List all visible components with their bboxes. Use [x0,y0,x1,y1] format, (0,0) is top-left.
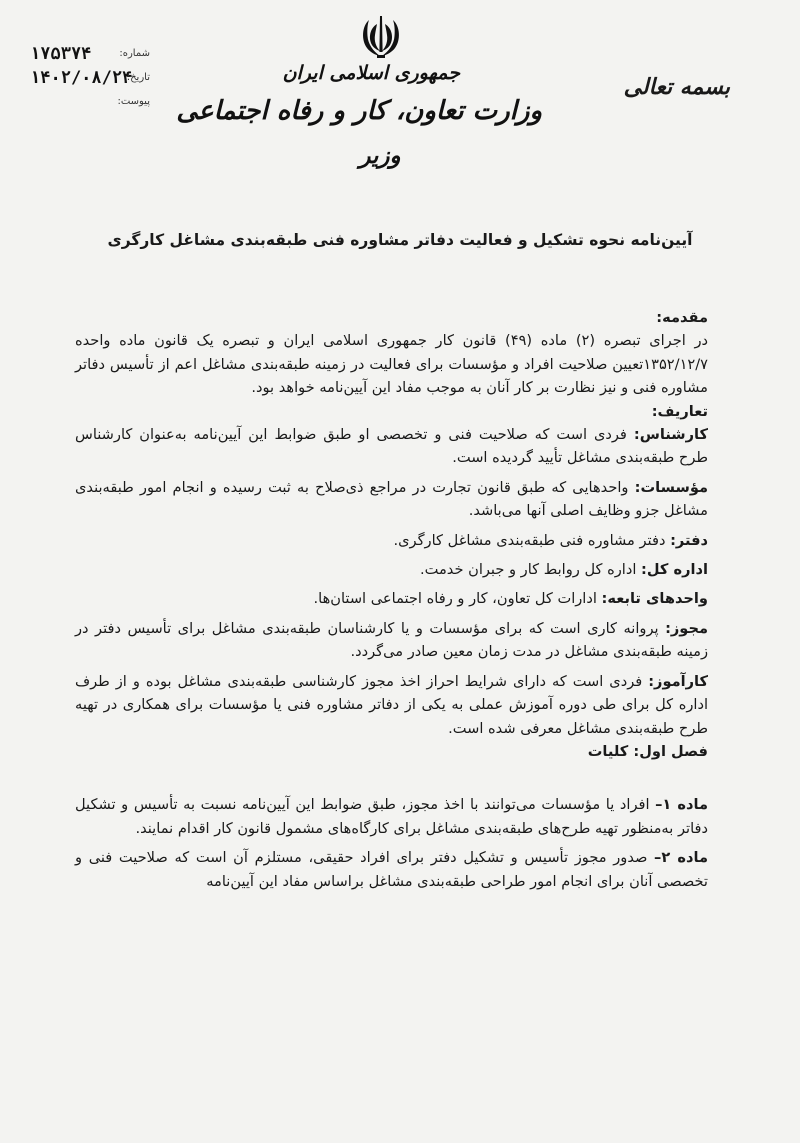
definitions-heading: تعاریف: [651,402,708,420]
document-body [75,306,708,893]
document-title: آیین‌نامه نحوه تشکیل و فعالیت دفاتر مشاوره فنی طبقه‌بندی مشاغل کارگری [107,231,693,249]
letter-date-row [30,68,150,92]
iran-emblem-icon [359,14,403,60]
article-item [75,793,708,840]
definition-term: کارشناس: [633,426,708,444]
definition-item [75,587,708,610]
definition-item [75,529,708,552]
definition-item [75,558,708,581]
chapter-heading: فصل اول: کلیات [587,742,708,760]
definition-item [75,476,708,523]
definition-term: مؤسسات: [634,478,709,496]
letter-attachment-label: پیوست: [117,96,150,107]
definition-term: اداره کل: [641,561,708,579]
definition-item [75,423,708,470]
definition-text: پروانه کاری است که برای مؤسسات و یا کارشناسان طبقه‌بندی مشاغل برای تأسیس دفتر در زمینه طبقه‌بندی مشاغل در مدت زمان معین صادر می‌گردد. [75,619,708,661]
definition-text: ادارات کل تعاون، کار و رفاه اجتماعی استان‌ها. [313,590,597,608]
definition-text: اداره کل روابط کار و جبران خدمت. [420,561,637,579]
definition-text: دفتر مشاوره فنی طبقه‌بندی مشاغل کارگری. [393,531,666,549]
definition-term: مجوز: [665,619,709,637]
definition-text: واحدهایی که طبق قانون تجارت در مراجع ذی‌صلاح به ثبت رسیده و انجام امور طبقه‌بندی مشاغل جزو وظایف اصلی آنها می‌باشد. [75,478,708,520]
office-name: وزیر [359,142,401,169]
country-name: جمهوری اسلامی ایران [282,62,460,84]
article-text: افراد یا مؤسسات می‌توانند با اخذ مجوز، طبق ضوابط این آیین‌نامه نسبت به تأسیس و تشکیل دفاتر به‌منظور تهیه طرح‌های طبقه‌بندی مشاغل برای کارگاه‌های مشمول قانون کار اقدام نمایند. [75,796,708,837]
letter-number: ۱۷۵۳۷۴ [30,44,92,64]
letter-attachment-row [30,92,150,116]
letter-meta [30,44,150,116]
article-number: ماده ۱– [655,796,708,814]
definition-text: فردی است که دارای شرایط احراز اخذ مجوز کارشناسی طبقه‌بندی مشاغل بوده و از طرف اداره کل برای طی دوره آموزش عملی به یکی از دفاتر مشاوره فنی یا مؤسسات برای همکاری در تهیه طرح طبقه‌بندی مشاغل معرفی شده است. [75,672,708,737]
letter-date: ۱۴۰۲/۰۸/۲۴ [30,68,133,88]
ministry-name: وزارت تعاون، کار و رفاه اجتماعی [176,96,542,126]
definition-term: واحدهای تابعه: [601,590,708,608]
article-item [75,846,708,893]
definition-term: کارآموز: [648,672,708,690]
definition-term: دفتر: [670,531,708,549]
letter-number-label: شماره: [119,48,150,59]
article-number: ماده ۲– [654,849,708,867]
article-text: صدور مجوز تأسیس و تشکیل دفتر برای افراد حقیقی، مستلزم آن است که صلاحیت فنی و تخصصی آنان برای انجام امور طراحی طبقه‌بندی مشاغل براساس مفاد این آیین‌نامه [75,849,708,890]
letter-date-label: تاریخ: [126,72,150,83]
definition-item [75,670,708,740]
letter-number-row [30,44,150,68]
definition-text: فردی است که صلاحیت فنی و تخصصی او طبق ضوابط این آیین‌نامه به‌عنوان کارشناس طرح طبقه‌بندی مشاغل تأیید گردیده است. [75,426,708,467]
intro-paragraph: در اجرای تبصره (۲) ماده (۴۹) قانون کار جمهوری اسلامی ایران و تبصره یک قانون ماده واحده ۱۳۵۲/۱۲/۷تعیین صلاحیت افراد و مؤسسات برای فعالیت در زمینه طبقه‌بندی مشاغل اعم از تأسیس دفاتر مشاوره فنی و نیز نظارت بر کار آنان به موجب مفاد این آیین‌نامه خواهد بود. [75,332,708,397]
bismillah-text: بسمه تعالی [623,74,730,100]
intro-heading: مقدمه: [656,309,708,326]
definition-item [75,617,708,664]
